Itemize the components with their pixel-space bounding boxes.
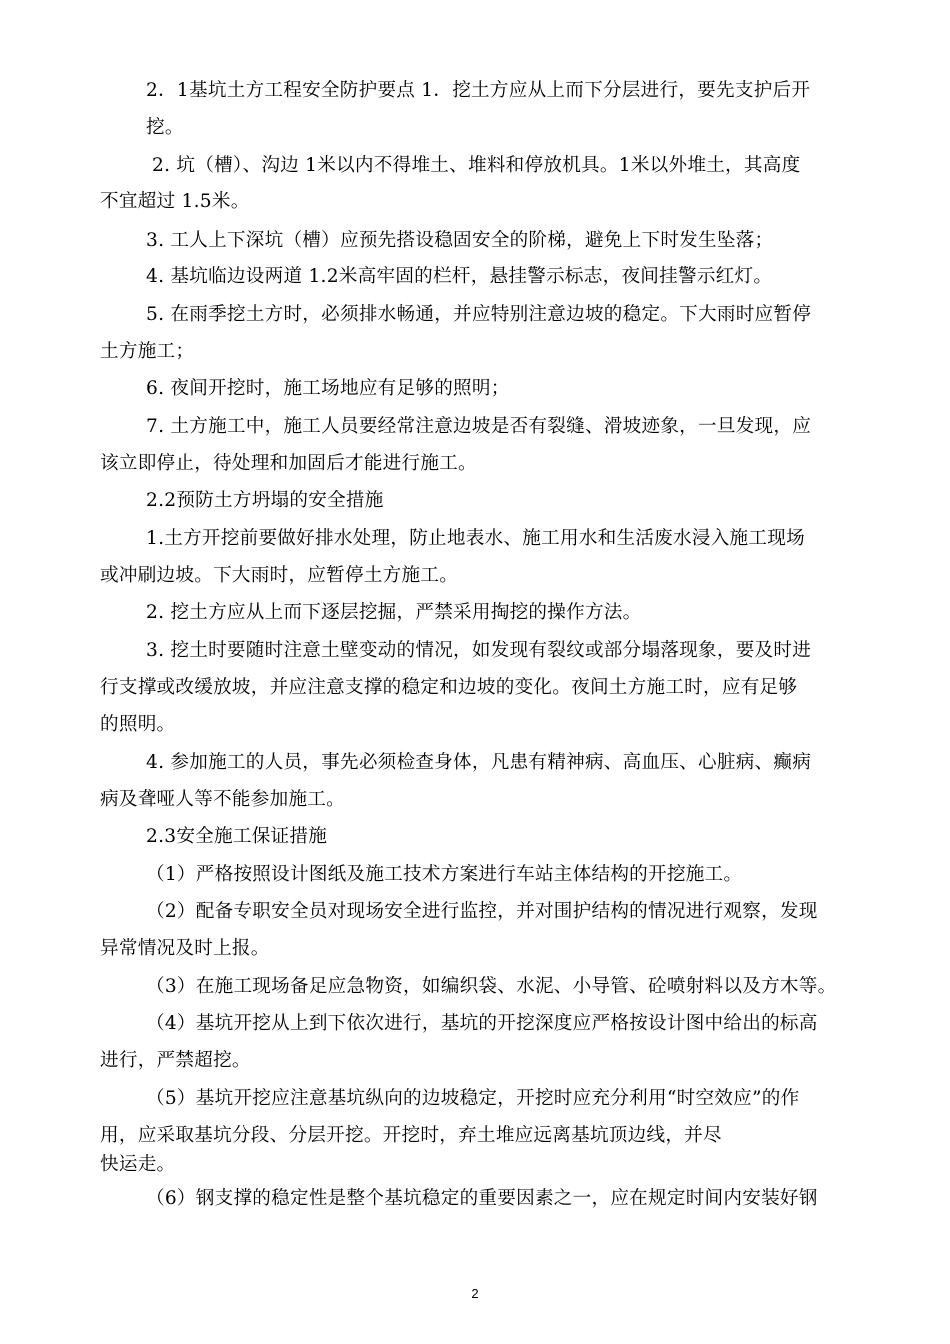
text-line: 行支撑或改缓放坡，并应注意支撑的稳定和边坡的变化。夜间土方施工时，应有足够 xyxy=(100,677,798,698)
text-line: 或冲刷边坡。下大雨时，应暂停土方施工。 xyxy=(100,565,459,586)
text-line: （1）严格按照设计图纸及施工技术方案进行车站主体结构的开挖施工。 xyxy=(146,864,743,885)
text-line: 的照明。 xyxy=(100,714,176,735)
text-line: （3）在施工现场备足应急物资，如编织袋、水泥、小导管、砼喷射料以及方木等。 xyxy=(146,976,837,997)
text-line: 4. 基坑临边设两道 1.2米高牢固的栏杆，悬挂警示标志，夜间挂警示红灯。 xyxy=(146,266,773,287)
text-line: （6）钢支撑的稳定性是整个基坑稳定的重要因素之一，应在规定时间内安装好钢 xyxy=(146,1188,818,1209)
text-line: （4）基坑开挖从上到下依次进行，基坑的开挖深度应严格按设计图中给出的标高 xyxy=(146,1013,818,1034)
text-line: 2.2预防土方坍塌的安全措施 xyxy=(146,490,384,511)
text-line: 4. 参加施工的人员，事先必须检查身体，凡患有精神病、高血压、心脏病、癫病 xyxy=(146,752,812,773)
text-line: 2．1基坑土方工程安全防护要点 1．挖土方应从上而下分层进行，要先支护后开 xyxy=(146,80,811,101)
text-line: 不宜超过 1.5米。 xyxy=(100,191,250,212)
text-line: 7. 土方施工中，施工人员要经常注意边坡是否有裂缝、滑坡迹象，一旦发现，应 xyxy=(146,416,812,437)
text-line: 1.土方开挖前要做好排水处理，防止地表水、施工用水和生活废水浸入施工现场 xyxy=(146,528,805,549)
text-line: 该立即停止，待处理和加固后才能进行施工。 xyxy=(100,453,477,474)
text-line: （5）基坑开挖应注意基坑纵向的边坡稳定，开挖时应充分利用“时空效应”的作 xyxy=(146,1088,800,1109)
text-line: 6. 夜间开挖时，施工场地应有足够的照明； xyxy=(146,378,510,399)
text-line: 2. 挖土方应从上而下逐层挖掘，严禁采用掏挖的操作方法。 xyxy=(146,602,642,623)
page-number: 2 xyxy=(471,1286,479,1301)
text-line: 病及聋哑人等不能参加施工。 xyxy=(100,789,345,810)
text-line: 用，应采取基坑分段、分层开挖。开挖时，弃土堆应远离基坑顶边线，并尽 xyxy=(100,1125,722,1146)
text-line: 3. 挖土时要随时注意土壁变动的情况，如发现有裂纹或部分塌落现象，要及时进 xyxy=(146,640,812,661)
text-line: 进行，严禁超挖。 xyxy=(100,1050,251,1071)
text-line: 土方施工； xyxy=(100,341,195,362)
text-line: 3. 工人上下深坑（槽）应预先搭设稳固安全的阶梯，避免上下时发生坠落； xyxy=(146,230,774,251)
text-line: 2.3安全施工保证措施 xyxy=(146,826,328,847)
text-line: 快运走。 xyxy=(100,1154,176,1175)
text-line: 5. 在雨季挖土方时，必须排水畅通，并应特别注意边坡的稳定。下大雨时应暂停 xyxy=(146,304,812,325)
text-line: 异常情况及时上报。 xyxy=(100,938,270,959)
text-line: 挖。 xyxy=(146,117,184,138)
text-line: 2. 坑（槽）、沟边 1米以内不得堆土、堆料和停放机具。1米以外堆土，其高度 xyxy=(152,155,801,176)
text-line: （2）配备专职安全员对现场安全进行监控，并对围护结构的情况进行观察，发现 xyxy=(146,901,818,922)
